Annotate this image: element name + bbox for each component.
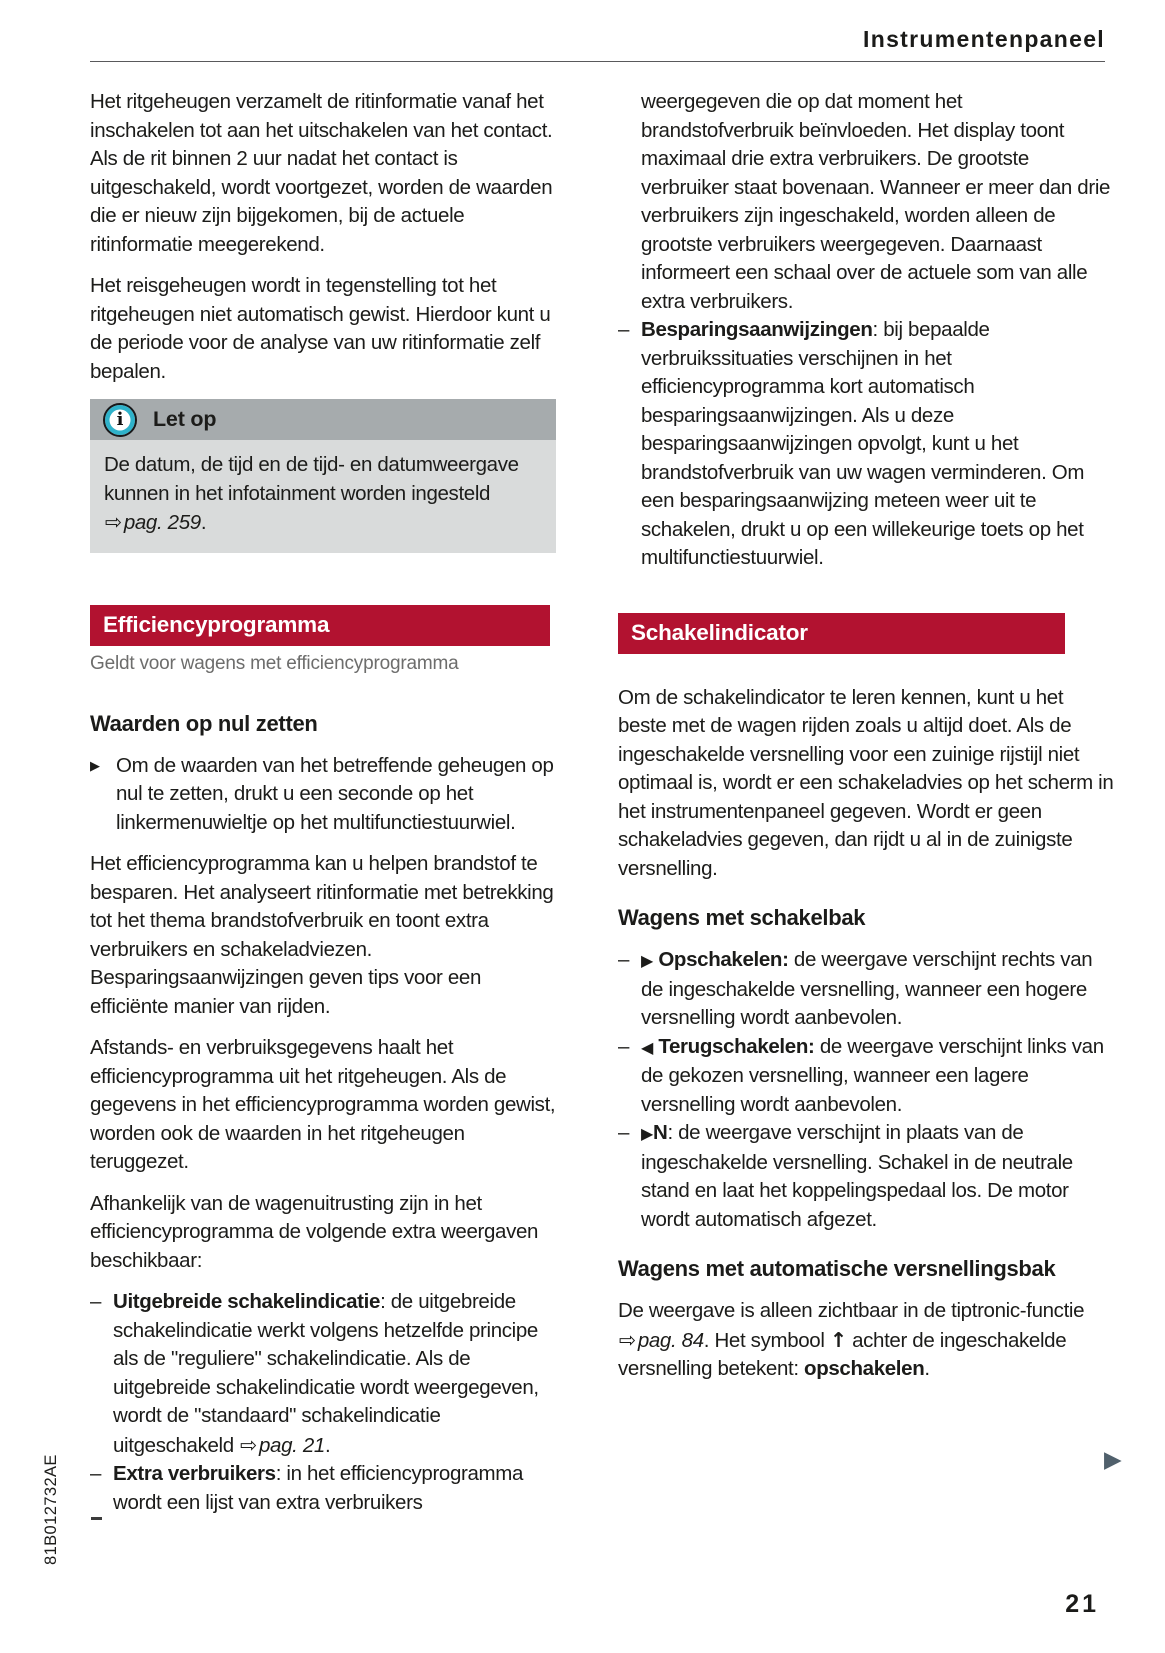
upshift-triangle-icon: ▶: [641, 951, 653, 970]
left-column: [90, 88, 556, 1517]
page-header-title: Instrumentenpaneel: [863, 26, 1105, 52]
dash-marker: –: [618, 1034, 630, 1058]
list-item: – Besparingsaanwijzingen: bij bepaalde verbruikssituaties verschijnen in het efficiencyprogramma kort automatisch besparingsaanwijzingen. Als u deze besparingsaanwijzingen opvolgt, kunt u het brandstofverbruik van uw wagen verminderen. Om een besparingsaanwijzing meteen weer uit te schakelen, drukt u op een willekeurige toets op het multifunctiestuurwiel.: [618, 318, 1085, 569]
paragraph: Het efficiencyprogramma kan u helpen brandstof te besparen. Het analyseert ritinformatie met betrekking tot het thema brandstofverbruik en toont extra verbruikers en schakeladviezen. Besparingsaanwijzingen geven tips voor een efficiënte manier van rijden.: [90, 852, 554, 1018]
document-spine-code: 81B012732AE: [42, 1454, 60, 1565]
list-item-label: Extra verbruikers: [113, 1462, 276, 1485]
list-item-continuation: weergegeven die op dat moment het brandstofverbruik beïnvloeden. Het display toont maximaal drie extra verbruikers. De grootste verbruiker staat bovenaan. Wanneer er meer dan drie verbruikers zijn ingeschakeld, worden alleen de grootste verbruikers weergegeven. Daarnaast informeert een schaal over de actuele som van alle extra verbruikers.: [641, 90, 1111, 313]
dash-marker: –: [618, 318, 630, 341]
paragraph: Het ritgeheugen verzamelt de ritinformatie vanaf het inschakelen tot aan het uitschakelen van het contact. Als de rit binnen 2 uur nadat het contact is uitgeschakeld, wordt voortgezet, worden de waarden die er nieuw zijn bijgekomen, bij de actuele ritinformatie meegerekend.: [90, 90, 553, 256]
downshift-triangle-icon: ◀: [641, 1037, 653, 1057]
list-item-label: Terugschakelen:: [658, 1034, 815, 1058]
list-item-label: N: [652, 1121, 668, 1144]
bullet-triangle-icon: ▶: [90, 758, 100, 774]
page-reference: pag. 84: [637, 1328, 704, 1352]
note-text: De datum, de tijd en de tijd- en datumweergave kunnen in het infotainment worden ingesteld ⇨pag. 259.: [104, 453, 519, 534]
upshift-arrow-icon: ↑: [829, 1327, 847, 1352]
list-item-label: Uitgebreide schakelindicatie: [113, 1290, 381, 1313]
paragraph: Afstands- en verbruiksgegevens haalt het efficiencyprogramma uit het ritgeheugen. Als de gegevens in het efficiencyprogramma worden gewist, worden ook de waarden in het ritgeheugen teruggezet.: [90, 1036, 556, 1173]
list-item-label: Besparingsaanwijzingen: [641, 318, 873, 341]
dash-marker: –: [90, 1290, 102, 1313]
paragraph: Afhankelijk van de wagenuitrusting zijn in het efficiencyprogramma de volgende extra weergaven beschikbaar:: [90, 1191, 539, 1272]
sub-heading-reset-values: Waarden op nul zetten: [90, 710, 318, 736]
list-item: – ▶ Opschakelen: de weergave verschijnt rechts van de ingeschakelde versnelling, wanneer een hogere versnelling wordt aanbevolen.: [618, 948, 1093, 1029]
paragraph: De weergave is alleen zichtbaar in de tiptronic-functie ⇨pag. 84. Het symbool ↑ achter de ingeschakelde versnelling betekent: opschakelen.: [618, 1299, 1085, 1380]
note-box-header: [90, 399, 556, 440]
note-box-body: [90, 440, 556, 553]
list-item: – ▶N: de weergave verschijnt in plaats van de ingeschakelde versnelling. Schakel in de neutrale stand en laat het koppelingspedaal los. De motor wordt automatisch afgezet.: [618, 1121, 1073, 1231]
list-item-label: Opschakelen:: [658, 948, 789, 971]
margin-tick-mark: [91, 1517, 102, 1520]
section-heading-efficiencyprogramma: Efficiencyprogramma: [90, 605, 550, 646]
spacer: [618, 661, 1114, 684]
paragraph: Het reisgeheugen wordt in tegenstelling tot het ritgeheugen niet automatisch gewist. Hierdoor kunt u de periode voor de analyse van uw ritinformatie zelf bepalen.: [90, 274, 551, 383]
page-reference: pag. 259: [123, 511, 201, 534]
note-box: [90, 399, 556, 553]
instruction-bullet: ▶ Om de waarden van het betreffende geheugen op nul te zetten, drukt u een seconde op het linkermenuwieltje op het multifunctiestuurwiel.: [90, 753, 554, 834]
xref-arrow-icon: ⇨: [105, 510, 122, 534]
paragraph: Om de schakelindicator te leren kennen, kunt u het beste met de wagen rijden zoals u altijd doet. Als de ingeschakelde versnelling voor een zuinige rijstijl niet optimaal is, wordt er een schakeladvies op het scherm in het instrumentenpaneel gegeven. Wordt er geen schakeladvies gegeven, dan rijdt u al in de zuinigste versnelling.: [618, 685, 1114, 880]
section-applicability-note: Geldt voor wagens met efficiencyprogramma: [90, 652, 459, 674]
info-icon: i: [103, 403, 137, 437]
note-title: Let op: [153, 407, 217, 431]
xref-arrow-icon: ⇨: [240, 1432, 257, 1457]
list-item: – ◀ Terugschakelen: de weergave verschijnt links van de gekozen versnelling, wanneer een lagere versnelling wordt aanbevolen.: [618, 1034, 1104, 1116]
dash-marker: –: [618, 1121, 630, 1144]
continuation-arrow-icon: ▶: [1104, 1447, 1122, 1473]
dash-marker: –: [90, 1462, 102, 1485]
list-item: – Extra verbruikers: in het efficiencyprogramma wordt een lijst van extra verbruikers: [90, 1462, 524, 1514]
page-reference: pag. 21: [259, 1433, 325, 1457]
header-rule: [90, 61, 1105, 62]
dash-marker: –: [618, 948, 630, 971]
sub-heading-automatic-gearbox: Wagens met automatische versnellingsbak: [618, 1256, 1056, 1281]
sub-heading-manual-gearbox: Wagens met schakelbak: [618, 905, 866, 930]
section-heading-schakelindicator: Schakelindicator: [618, 613, 1065, 654]
list-item: – Uitgebreide schakelindicatie: de uitgebreide schakelindicatie werkt volgens hetzelfde principe als de "reguliere" schakelindicatie. Als de uitgebreide schakelindicatie wordt weergegeven, wordt de "standaard" schakelindicatie uitgeschakeld ⇨pag. 21.: [90, 1290, 539, 1457]
neutral-triangle-icon: ▶: [641, 1124, 653, 1143]
page-number: 21: [1065, 1590, 1099, 1618]
right-column: [618, 88, 1114, 1397]
emphasized-term: opschakelen: [804, 1357, 925, 1380]
xref-arrow-icon: ⇨: [619, 1327, 636, 1352]
